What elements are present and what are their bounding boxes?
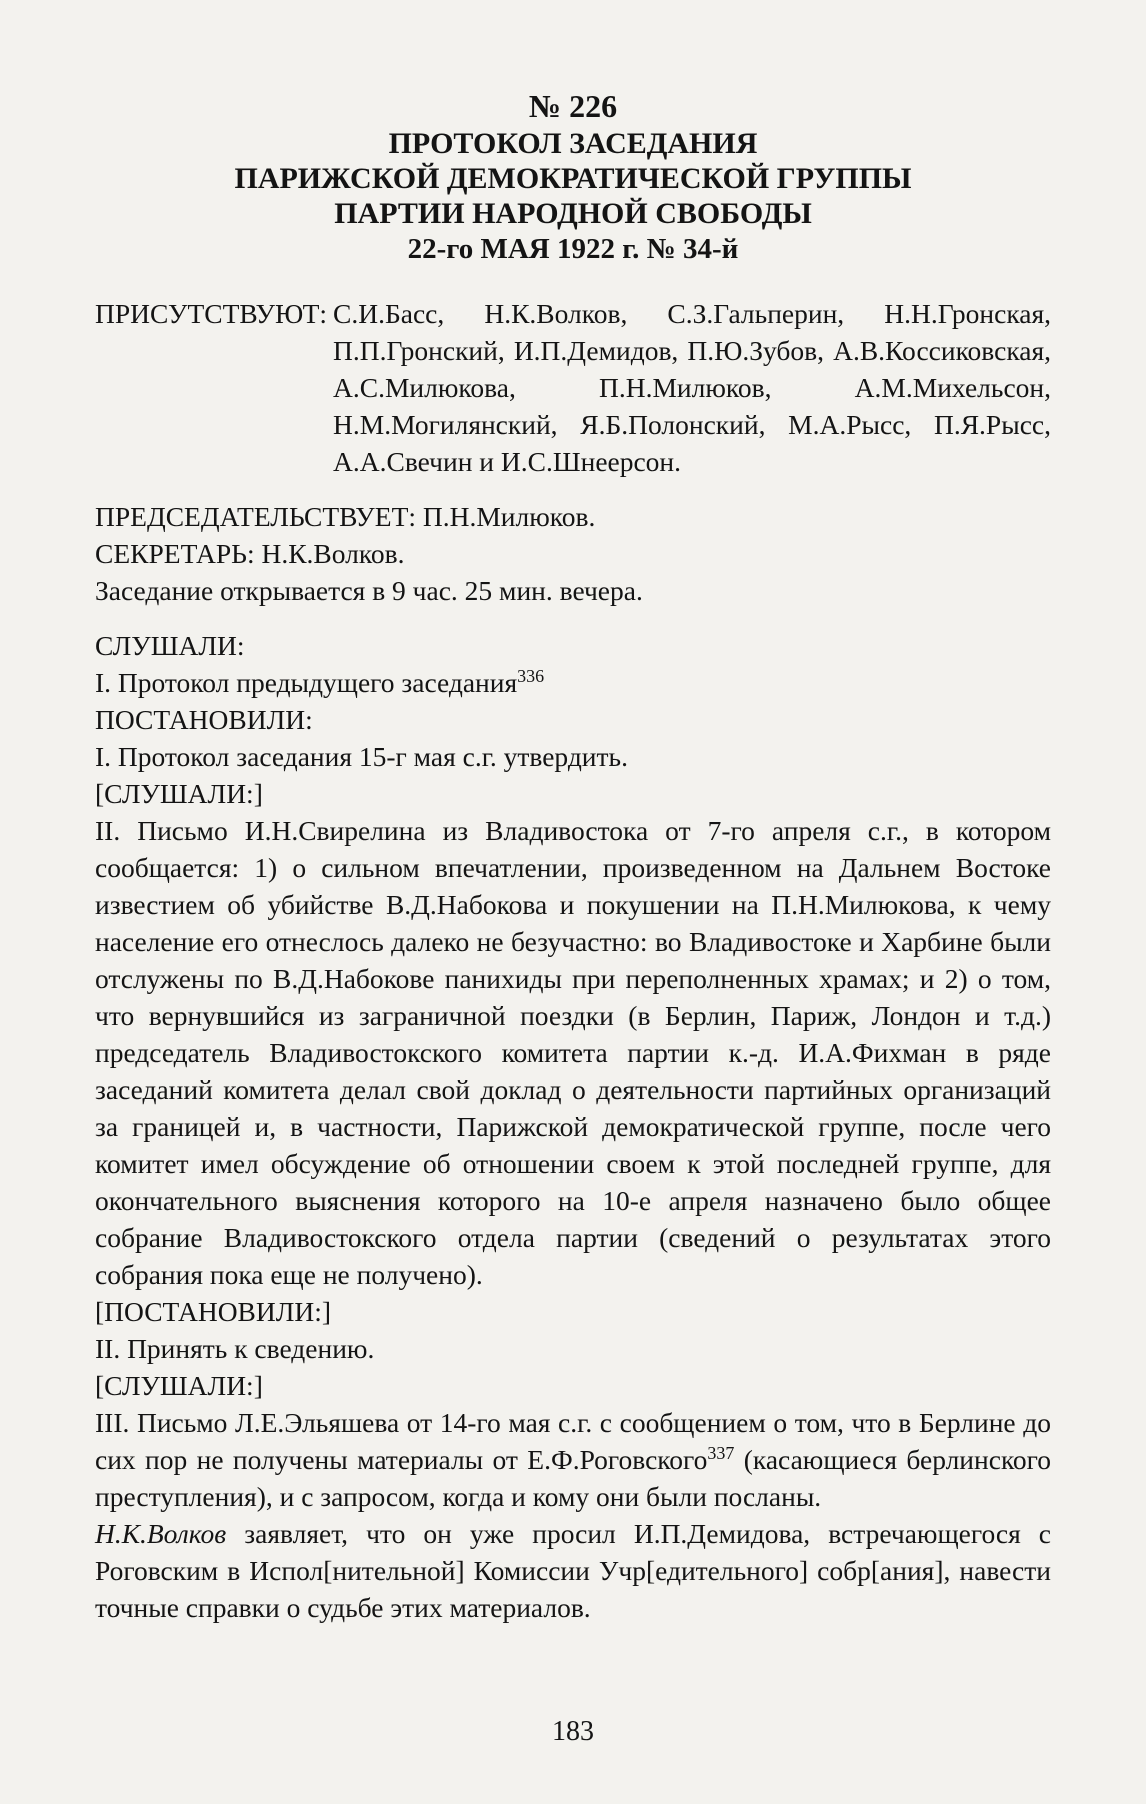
title-line-3: ПАРТИИ НАРОДНОЙ СВОБОДЫ: [334, 197, 812, 230]
chair-line: ПРЕДСЕДАТЕЛЬСТВУЕТ: П.Н.Милюков.: [95, 501, 596, 532]
heard-text-2: II. Письмо И.Н.Свирелина из Владивостока от 7-го апреля с.г., в котором сообщается: 1) о сильном впечатлении, произведенном на Дальнем Востоке известием об убийстве В.Д.Набокова и покушении на П.Н.Милюкова, к чему население его отнеслось далеко не безучастно: во Владивостоке и Харбине были отслужены по В.Д.Набокове панихиды при переполненных храмах; и 2) о том, что вернувшийся из заграничной поездки (в Берлин, Париж, Лондон и т.д.) председатель Владивостокского комитета партии к.-д. И.А.Фихман в ряде заседаний комитета делал свой доклад о деятельности партийных организаций за границей и, в частности, Парижской демократической группе, после чего комитет имел обсуждение об отношении своем к этой последней группе, для окончательного выяснения которого на 10-е апреля назначено было общее собрание Владивостокского отдела партии (сведений о результатах этого собрания пока еще не получено).: [95, 815, 1051, 1290]
meeting-date: 22-го МАЯ 1922 г. № 34-й: [407, 233, 739, 265]
resolved-label-1: ПОСТАНОВИЛИ:: [95, 704, 313, 735]
volkov-name: Н.К.Волков: [95, 1518, 227, 1549]
heard-text-3: [95, 1404, 1051, 1515]
page-number: 183: [552, 1716, 594, 1747]
document-number: № 226: [528, 88, 618, 124]
heard-text-3-part-a: III. Письмо Л.Е.Эльяшева от 14-го мая с.г. с сообщением о том, что в Берлине до сих пор не получены материалы от Е.Ф.Роговского: [95, 1407, 1051, 1475]
title-line-1: ПРОТОКОЛ ЗАСЕДАНИЯ: [388, 127, 758, 160]
volkov-statement: [95, 1515, 1051, 1626]
resolved-text-2: II. Принять к сведению.: [95, 1333, 375, 1364]
secretary-line: СЕКРЕТАРЬ: Н.К.Волков.: [95, 538, 405, 569]
heard-label-2: [СЛУШАЛИ:]: [95, 778, 263, 809]
footnote-ref-337: 337: [707, 1442, 735, 1463]
opening-line: Заседание открывается в 9 час. 25 мин. вечера.: [95, 575, 643, 606]
heard-text-3-part-b: (касающиеся берлинского преступления), и с запросом, когда и кому они были посланы.: [95, 1444, 1051, 1512]
footnote-ref-336: 336: [517, 665, 545, 686]
attendees-block: [95, 295, 1051, 480]
title-line-2: ПАРИЖСКОЙ ДЕМОКРАТИЧЕСКОЙ ГРУППЫ: [234, 162, 912, 195]
heard-text-1-body: I. Протокол предыдущего заседания: [95, 667, 518, 698]
present-names: С.И.Басс, Н.К.Волков, С.З.Гальперин, Н.Н.Гронская, П.П.Гронский, И.П.Демидов, П.Ю.Зубов, А.В.Коссиковская, А.С.Милюкова, П.Н.Милюков, А.М.Михельсон, Н.М.Могилянский, Я.Б.Полонский, М.А.Рысс, П.Я.Рысс, А.А.Свечин и И.С.Шнеерсон.: [333, 298, 1051, 477]
heard-label-3: [СЛУШАЛИ:]: [95, 1370, 263, 1401]
heard-label-1: СЛУШАЛИ:: [95, 630, 245, 661]
resolved-label-2: [ПОСТАНОВИЛИ:]: [95, 1296, 332, 1327]
present-label: ПРИСУТСТВУЮТ:: [95, 298, 328, 329]
heard-text-1: [95, 664, 1051, 701]
resolved-text-1: I. Протокол заседания 15-г мая с.г. утвердить.: [95, 741, 628, 772]
volkov-text: заявляет, что он уже просил И.П.Демидова, встречающегося с Роговским в Испол[нительной] Комиссии Учр[едительного] собр[ания], навести точные справки о судьбе этих материалов.: [95, 1518, 1051, 1623]
